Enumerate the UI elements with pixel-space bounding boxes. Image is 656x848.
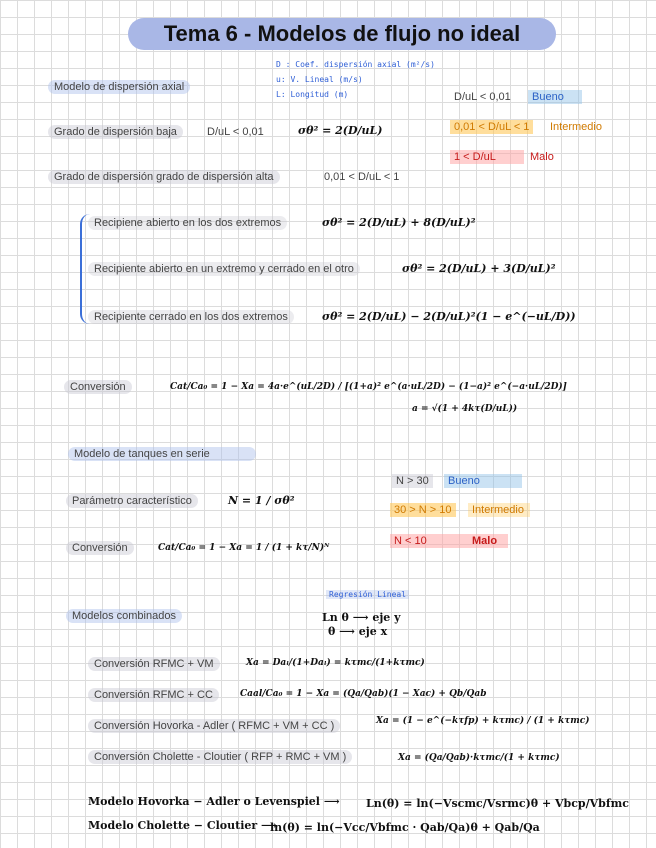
combined-hovorka-formula: Xa = (1 − e^(−kτfp) + kτmc) / (1 + kτmc) <box>376 716 590 726</box>
section-combined-heading: Modelos combinados <box>66 609 182 623</box>
combined-rfmc-vm-label: Conversión RFMC + VM <box>88 657 220 671</box>
tanks-scale-good: Bueno <box>444 474 522 488</box>
handwritten-hovorka-label: Modelo Hovorka − Adler o Levenspiel ⟶ <box>88 795 340 808</box>
tanks-scale-bad: Malo <box>472 535 498 547</box>
regression-y-axis: Ln θ ⟶ eje y <box>322 611 401 624</box>
case-open-open-label: Recipiene abierto en los dos extremos <box>88 216 287 230</box>
axial-high-condition: 0,01 < D/uL < 1 <box>324 171 400 183</box>
axial-a-formula: a = √(1 + 4kτ(D/uL)) <box>412 404 518 414</box>
combined-cholette-formula: Xa = (Qa/Qab)·kτmc/(1 + kτmc) <box>398 753 560 763</box>
combined-rfmc-vm-formula: Xa = Daₗ/(1+Daₗ) = kτmc/(1+kτmc) <box>246 658 425 668</box>
regression-title: Regresión Lineal <box>326 590 409 599</box>
tanks-param-label: Parámetro característico <box>66 494 198 508</box>
tanks-conversion-formula: Cat/Ca₀ = 1 − Xa = 1 / (1 + kτ/N)ᴺ <box>158 543 330 553</box>
combined-rfmc-cc-label: Conversión RFMC + CC <box>88 688 219 702</box>
axial-scale-range-3: 1 < D/uL <box>450 150 524 164</box>
combined-hovorka-label: Conversión Hovorka - Adler ( RFMC + VM + CC ) <box>88 719 340 733</box>
case-closed-closed-formula: σθ² = 2(D/uL) − 2(D/uL)²(1 − e^(−uL/D)) <box>322 310 576 323</box>
tanks-scale-range-3: N < 10 <box>390 534 508 548</box>
tanks-scale-mid: Intermedio <box>468 503 530 517</box>
handwritten-hovorka-formula: Ln(θ) = ln(−Vscmc/Vsrmc)θ + Vbcp/Vbfmc <box>366 797 629 810</box>
axial-high-label: Grado de dispersión grado de dispersión alta <box>48 170 280 184</box>
section-axial-heading: Modelo de dispersión axial <box>48 80 190 94</box>
note-velocity: u: V. Lineal (m/s) <box>276 75 363 84</box>
axial-scale-range-2: 0,01 < D/uL < 1 <box>450 120 533 134</box>
combined-rfmc-cc-formula: Caal/Ca₀ = 1 − Xa = (Qa/Qab)(1 − Xac) + Qb/Qab <box>240 689 487 699</box>
tanks-param-formula: N = 1 / σθ² <box>228 494 295 507</box>
case-closed-closed-label: Recipiente cerrado en los dos extremos <box>88 310 294 324</box>
combined-cholette-label: Conversión Cholette - Cloutier ( RFP + RMC + VM ) <box>88 750 352 764</box>
axial-low-condition: D/uL < 0,01 <box>207 126 264 138</box>
axial-low-label: Grado de dispersión baja <box>48 125 183 139</box>
axial-conversion-formula: Cat/Ca₀ = 1 − Xa = 4a·e^(uL/2D) / [(1+a)² e^(a·uL/2D) − (1−a)² e^(−a·uL/2D)] <box>170 382 567 392</box>
handwritten-cholette-formula: ln(θ) = ln(−Vcc/Vbfmc · Qab/Qa)θ + Qab/Qa <box>270 821 540 834</box>
case-open-closed-label: Recipiente abierto en un extremo y cerrado en el otro <box>88 262 360 276</box>
axial-scale-range-1: D/uL < 0,01 <box>454 91 511 103</box>
tanks-scale-range-2: 30 > N > 10 <box>390 503 456 517</box>
axial-scale-bad: Malo <box>530 151 554 163</box>
axial-scale-mid: Intermedio <box>550 121 602 133</box>
axial-low-formula: σθ² = 2(D/uL) <box>298 124 383 137</box>
tanks-conversion-label: Conversión <box>66 541 134 555</box>
tanks-scale-range-1: N > 30 <box>392 474 433 488</box>
handwritten-cholette-label: Modelo Cholette − Cloutier ⟶ <box>88 819 277 832</box>
note-length: L: Longitud (m) <box>276 90 349 99</box>
page-title: Tema 6 - Modelos de flujo no ideal <box>128 18 556 50</box>
section-tanks-heading: Modelo de tanques en serie <box>68 447 256 461</box>
case-open-open-formula: σθ² = 2(D/uL) + 8(D/uL)² <box>322 216 476 229</box>
note-dispersion: D : Coef. dispersión axial (m²/s) <box>276 60 435 69</box>
regression-x-axis: θ ⟶ eje x <box>328 625 388 638</box>
axial-scale-good: Bueno <box>528 90 582 104</box>
case-open-closed-formula: σθ² = 2(D/uL) + 3(D/uL)² <box>402 262 556 275</box>
axial-conversion-label: Conversión <box>64 380 132 394</box>
